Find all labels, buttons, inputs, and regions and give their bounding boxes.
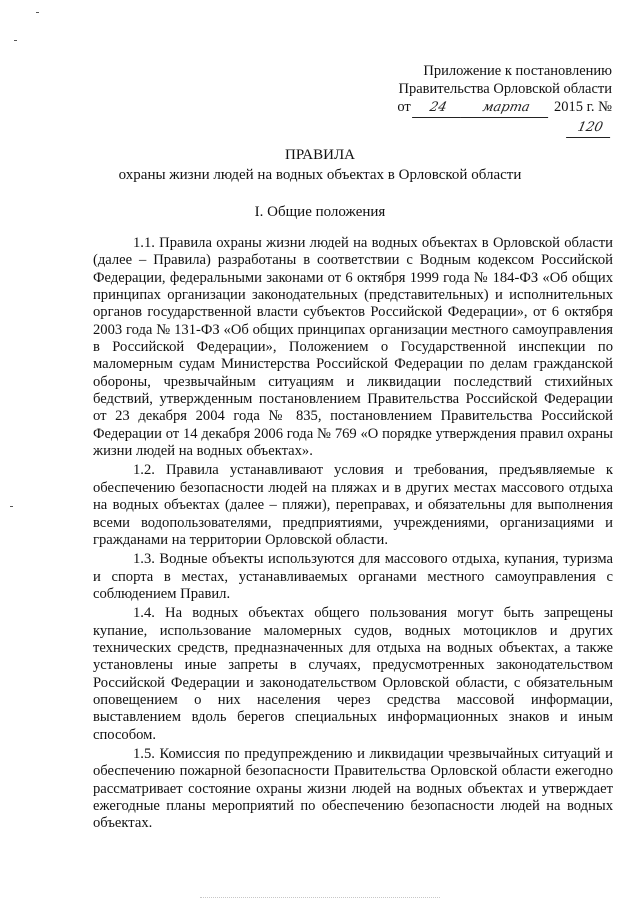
approval-line-1: Приложение к постановлению	[423, 63, 612, 79]
approval-block	[362, 62, 612, 138]
paragraph-1-5: 1.5. Комиссия по предупреждению и ликвидации чрезвычайных ситуаций и обеспечению пожарной безопасности Правительства Орловской области ежегодно рассматривает состояние охраны жизни людей на водных объектах и утверждает ежегодные планы мероприятий по обеспечению безопасности людей на водных объектах.	[93, 745, 613, 832]
document-body	[93, 235, 613, 835]
from-label: от	[397, 99, 411, 115]
paragraph-1-2: 1.2. Правила устанавливают условия и требования, предъявляемые к обеспечению безопасности людей на пляжах и в других местах массового отдыха на водных объектах (далее – пляжи), переправах, и обязательны для выполнения всеми водопользователями, предприятиями, учреждениями, организациями и гражданами на территории Орловской области.	[93, 462, 613, 548]
scan-speck	[10, 506, 13, 507]
paragraph-1-4: 1.4. На водных объектах общего пользования могут быть запрещены купание, использование маломерных судов, водных мотоциклов и других технических средств, предназначенных для отдыха на водных объектах, а также установлены иные запреты в случаях, предусмотренных законодательством Российской Федерации и законодательством Орловской области, с обязательным оповещением о них населения через средства массовой информации, выставлением вдоль берегов специальных информационных знаков и иным способом.	[93, 605, 613, 743]
approval-date-line	[362, 98, 612, 138]
paragraph-1-1: 1.1. Правила охраны жизни людей на водных объектах в Орловской области (далее – Правила) разработаны в соответствии с Водным кодексом Российской Федерации, федеральными законами от 6 октября 1999 года № 184-ФЗ «Об общих принципах организации законодательных (представительных) и исполнительных органов государственной власти субъектов Российской Федерации», от 6 октября 2003 года № 131-ФЗ «Об общих принципах организации местного самоуправления в Российской Федерации», Положением о Государственной инспекции по маломерным судам Министерства Российской Федерации по делам гражданской обороны, чрезвычайным ситуациям и ликвидации последствий стихийных бедствий, утвержденным постановлением Правительства Российской Федерации от 23 декабря 2004 года № 835, постановлением Правительства Российской Федерации от 14 декабря 2006 года № 769 «О порядке утверждения правил охраны жизни людей на водных объектах».	[93, 235, 613, 460]
scan-speck	[36, 12, 39, 13]
document-subtitle: охраны жизни людей на водных объектах в Орловской области	[118, 167, 522, 183]
paragraph-1-3: 1.3. Водные объекты используются для массового отдыха, купания, туризма и спорта в местах, устанавливаемых органами местного самоуправления с соблюдением Правил.	[93, 551, 613, 602]
scan-speck	[14, 40, 17, 41]
section-heading: I. Общие положения	[254, 204, 386, 220]
handwritten-month: марта	[460, 99, 552, 118]
handwritten-number: 120	[566, 119, 614, 138]
approval-line-2: Правительства Орловской области	[398, 81, 612, 97]
year-label: 2015 г. №	[553, 99, 612, 115]
page-bottom-edge	[200, 897, 440, 899]
document-title: ПРАВИЛА	[285, 147, 355, 163]
handwritten-day: 24	[412, 99, 464, 118]
